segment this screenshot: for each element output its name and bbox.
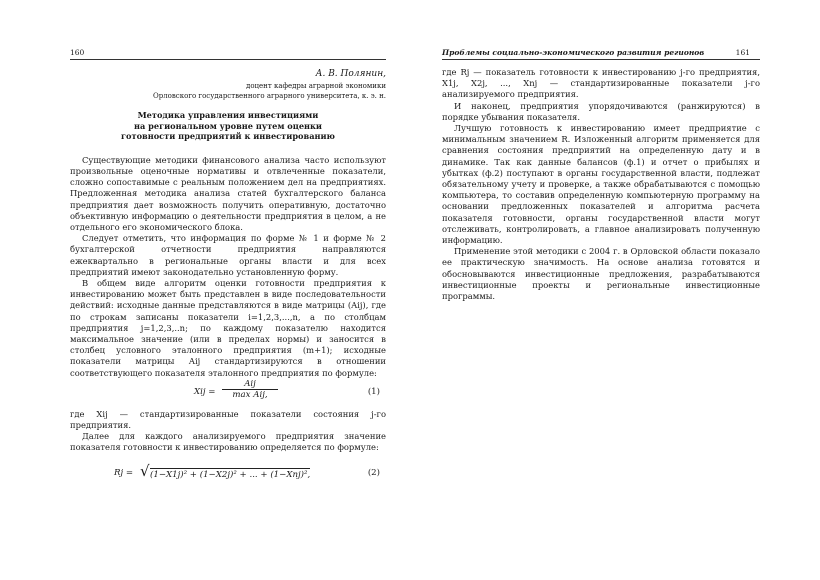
title-line-1: Методика управления инвестициями [137,110,319,121]
author-name: А. В. Полянин, [315,69,386,79]
paragraph: Следует отметить, что информация по форме № 1 и форме № 2 бухгалтерской отчетности предприятия направляются ежеквартально в региональные органы власти и для всех предприятий имеют законодательно установленную форму. [70,233,386,277]
formula-2-number: (2) [367,467,380,478]
title-line-2: на региональном уровне путем оценки [133,120,323,131]
left-column [70,69,386,486]
paragraph: Существующие методики финансового анализа часто используют произвольные оценочные нормативы и отвлеченные показатели, сложно сопоставимые с реальным положением дел на предприятиях. Предложенная методика анализа статей бухгалтерского баланса предприятия дает возможность получить оперативную, достаточно объективную информацию о деятельности предприятия в целом, а не отдельного его экономического блока. [70,154,386,232]
affiliation-line-2: Орловского государственного аграрного университета, к. э. н. [152,91,386,100]
paragraph: где Rj — показатель готовности к инвестированию j-го предприятия, X1j, X2j, ..., Xnj — стандартизированные показатели j-го анализируемого предприятия. [442,67,760,100]
header-rule-left [70,59,386,60]
formula-2-lhs: Rj = [114,467,134,478]
running-head: Проблемы социально-экономического развития регионов [442,48,705,57]
formula-1-denominator-text: max Aij [232,389,265,400]
title-line-3: готовности предприятий к инвестированию [121,131,335,142]
page-number-left: 160 [70,48,85,57]
paragraph: И наконец, предприятия упорядочиваются (ранжируются) в порядке убывания показателя. [442,100,760,122]
formula-1 [70,379,386,409]
formula-1-tail: , [264,389,268,400]
formula-1-denominator [222,390,278,401]
formula-1-lhs: Xij = [194,386,216,397]
formula-2 [70,460,386,486]
paragraph: Далее для каждого анализируемого предприятия значение показателя готовности к инвестированию определяется по формуле: [70,431,386,453]
paragraph: где Xij — стандартизированные показатели состояния j-го предприятия. [70,408,386,430]
affiliation-line-1: доцент кафедры аграрной экономики [246,82,386,91]
right-page [410,0,820,580]
formula-1-number: (1) [367,386,380,397]
right-column [442,67,760,302]
header-rule-right [442,59,760,60]
article-title [70,110,386,142]
page-number-right: 161 [735,48,750,57]
paragraph: В общем виде алгоритм оценки готовности предприятия к инвестированию может быть представлен в виде последовательности действий: исходные данные представляются в виде матрицы (Aij), где по строкам записаны показатели i=1,2,3,...,n, а по столбцам предприятия j=1,2,3,..n; по каждому показателю находится максимальное значение (или в пределах нормы) и заносится в столбец условного эталонного предприятия (m+1); исходные показатели матрицы Aij стандартизируются в отношении соответствующего показателя эталонного предприятия по формуле: [70,277,386,378]
paragraph: Применение этой методики с 2004 г. в Орловской области показало ее практическую значимость. На основе анализа готовятся и обосновываются инвестиционные предложения, разрабатываются инвестиционные проекты и региональные инвестиционные программы. [442,246,760,302]
radical-sign: √ [140,461,150,480]
formula-2-radicand: (1−X1j)² + (1−X2j)² + ... + (1−Xnj)², [150,469,311,480]
paragraph: Лучшую готовность к инвестированию имеет предприятие с минимальным значением R. Изложенный алгоритм применяется для сравнения состояния предприятий на определенную дату и в динамике. Так как данные балансов (ф.1) и отчет о прибылях и убытках (ф.2) поступают в органы государственной власти, подлежат обязательному учету и проверке, а также обрабатываются с помощью компьютера, то составив определенную компьютерную программу на основании предложенных показателей и алгоритма расчета показателя готовности, органы государственной власти могут отслеживать, контролировать, а главное анализировать полученную информацию. [442,123,760,246]
formula-1-numerator: Aij [222,379,278,390]
formula-1-fraction [222,379,278,401]
